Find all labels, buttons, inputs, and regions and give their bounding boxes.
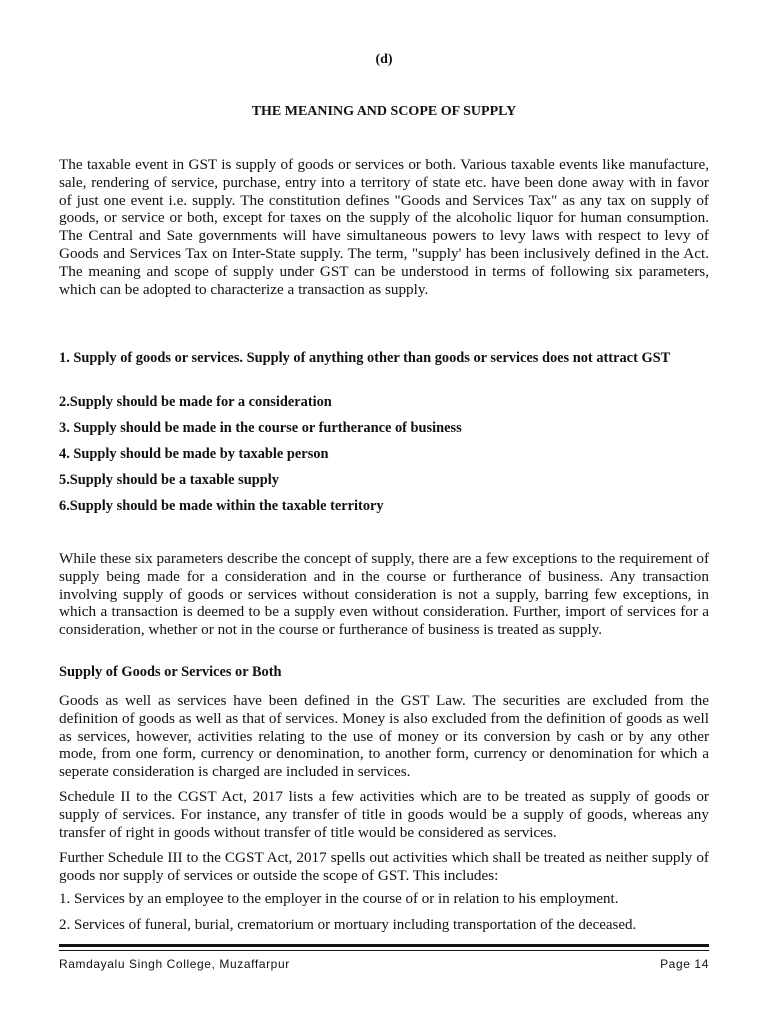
parameter-item-4: 4. Supply should be made by taxable person	[59, 446, 329, 462]
section-subheading: Supply of Goods or Services or Both	[59, 664, 282, 680]
intro-paragraph: The taxable event in GST is supply of goods or services or both. Various taxable events like manufacture, sale, rendering of service, purchase, entry into a territory of state etc. have been done away with in favor of just one event i.e. supply. The constitution defines "Goods and Services Tax" as any tax on supply of goods, or service or both, except for taxes on the supply of the alcoholic liquor for human consumption. The Central and Sate governments will have simultaneous powers to levy laws with respect to levy of Goods and Services Tax on Inter-State supply. The term, "supply' has been inclusively defined in the Act. The meaning and scope of supply under GST can be understood in terms of following six parameters, which can be adopted to characterize a transaction as supply.	[59, 156, 709, 298]
document-page	[59, 0, 709, 1024]
goods-services-paragraph: Goods as well as services have been defined in the GST Law. The securities are excluded from the definition of goods as well as that of services. Money is also excluded from the definition of goods as well as services, however, activities relating to the use of money or its conversion by cash or by any other mode, from one form, currency or denomination, to another form, currency or denomination for which a seperate consideration is charged are included in services.	[59, 692, 709, 781]
footer-page-number: Page 14	[660, 957, 709, 971]
exceptions-paragraph: While these six parameters describe the concept of supply, there are a few exceptions to the requirement of supply being made for a consideration and in the course or furtherance of business. Any transaction involving supply of goods or services without consideration is not a supply, barring few exceptions, in which a transaction is deemed to be a supply even without consideration. Further, import of services for a consideration, whether or not in the course or furtherance of business is treated as supply.	[59, 550, 709, 639]
parameter-item-1: 1. Supply of goods or services. Supply of anything other than goods or services does not attract GST	[59, 350, 671, 366]
parameter-item-3: 3. Supply should be made in the course or furtherance of business	[59, 420, 462, 436]
page-title: THE MEANING AND SCOPE OF SUPPLY	[251, 104, 517, 119]
schedule-iii-paragraph: Further Schedule III to the CGST Act, 2017 spells out activities which shall be treated as neither supply of goods nor supply of services or outside the scope of GST. This includes:	[59, 849, 709, 884]
parameter-item-6: 6.Supply should be made within the taxable territory	[59, 498, 384, 514]
schedule-iii-item-2: 2. Services of funeral, burial, crematorium or mortuary including transportation of the deceased.	[59, 917, 637, 933]
parameter-item-2: 2.Supply should be made for a consideration	[59, 394, 332, 410]
footer-institution: Ramdayalu Singh College, Muzaffarpur	[59, 957, 290, 971]
footer-divider-thick	[59, 944, 709, 947]
parameter-item-5: 5.Supply should be a taxable supply	[59, 472, 279, 488]
section-letter: (d)	[375, 52, 393, 67]
footer-divider-thin	[59, 950, 709, 951]
schedule-ii-paragraph: Schedule II to the CGST Act, 2017 lists a few activities which are to be treated as supply of goods or supply of services. For instance, any transfer of title in goods would be a supply of goods, whereas any transfer of right in goods without transfer of title would be considered as services.	[59, 788, 709, 841]
schedule-iii-item-1: 1. Services by an employee to the employer in the course of or in relation to his employment.	[59, 891, 619, 907]
